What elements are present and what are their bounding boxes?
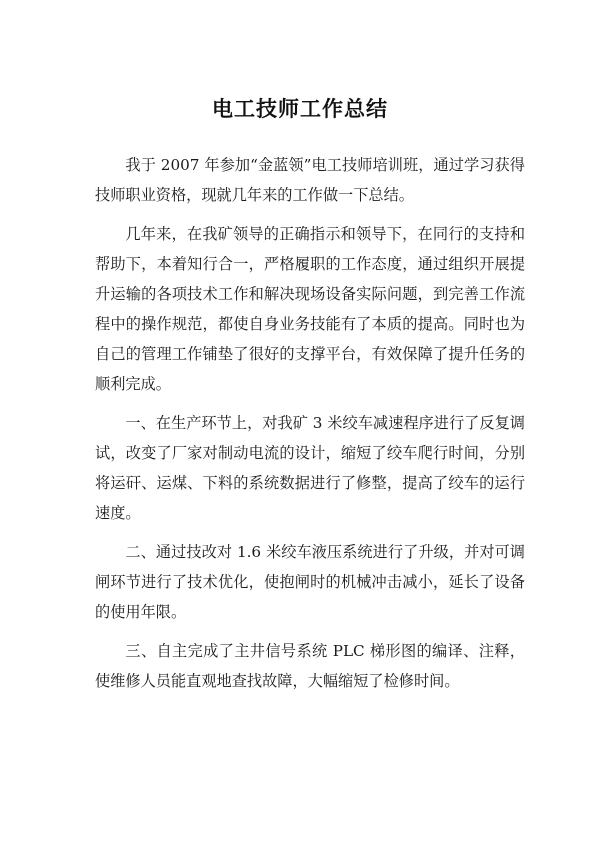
paragraph-item-two: 二、通过技改对 1.6 米绞车液压系统进行了升级，并对可调闸环节进行了技术优化，使抱闸时的机械冲击减小，延长了设备的使用年限。 [95,543,525,621]
document-title: 电工技师工作总结 [212,97,388,121]
paragraph-overview: 几年来，在我矿领导的正确指示和领导下，在同行的支持和帮助下，本着知行合一，严格履职的工作态度，通过组织开展提升运输的各项技术工作和解决现场设备实际问题，到完善工作流程中的操作规范，都使自身业务技能有了本质的提高。同时也为自己的管理工作铺垫了很好的支撑平台，有效保障了提升任务的顺利完成。 [95,225,525,393]
paragraph-intro: 我于 2007 年参加“金蓝领”电工技师培训班，通过学习获得技师职业资格，现就几年来的工作做一下总结。 [95,156,525,204]
document-body [95,150,525,705]
paragraph-item-three: 三、自主完成了主井信号系统 PLC 梯形图的编译、注释，使维修人员能直观地查找故障，大幅缩短了检修时间。 [95,642,525,690]
paragraph-item-one: 一、在生产环节上，对我矿 3 米绞车减速程序进行了反复调试，改变了厂家对制动电流的设计，缩短了绞车爬行时间，分别将运矸、运煤、下料的系统数据进行了修整，提高了绞车的运行速度。 [95,414,525,522]
